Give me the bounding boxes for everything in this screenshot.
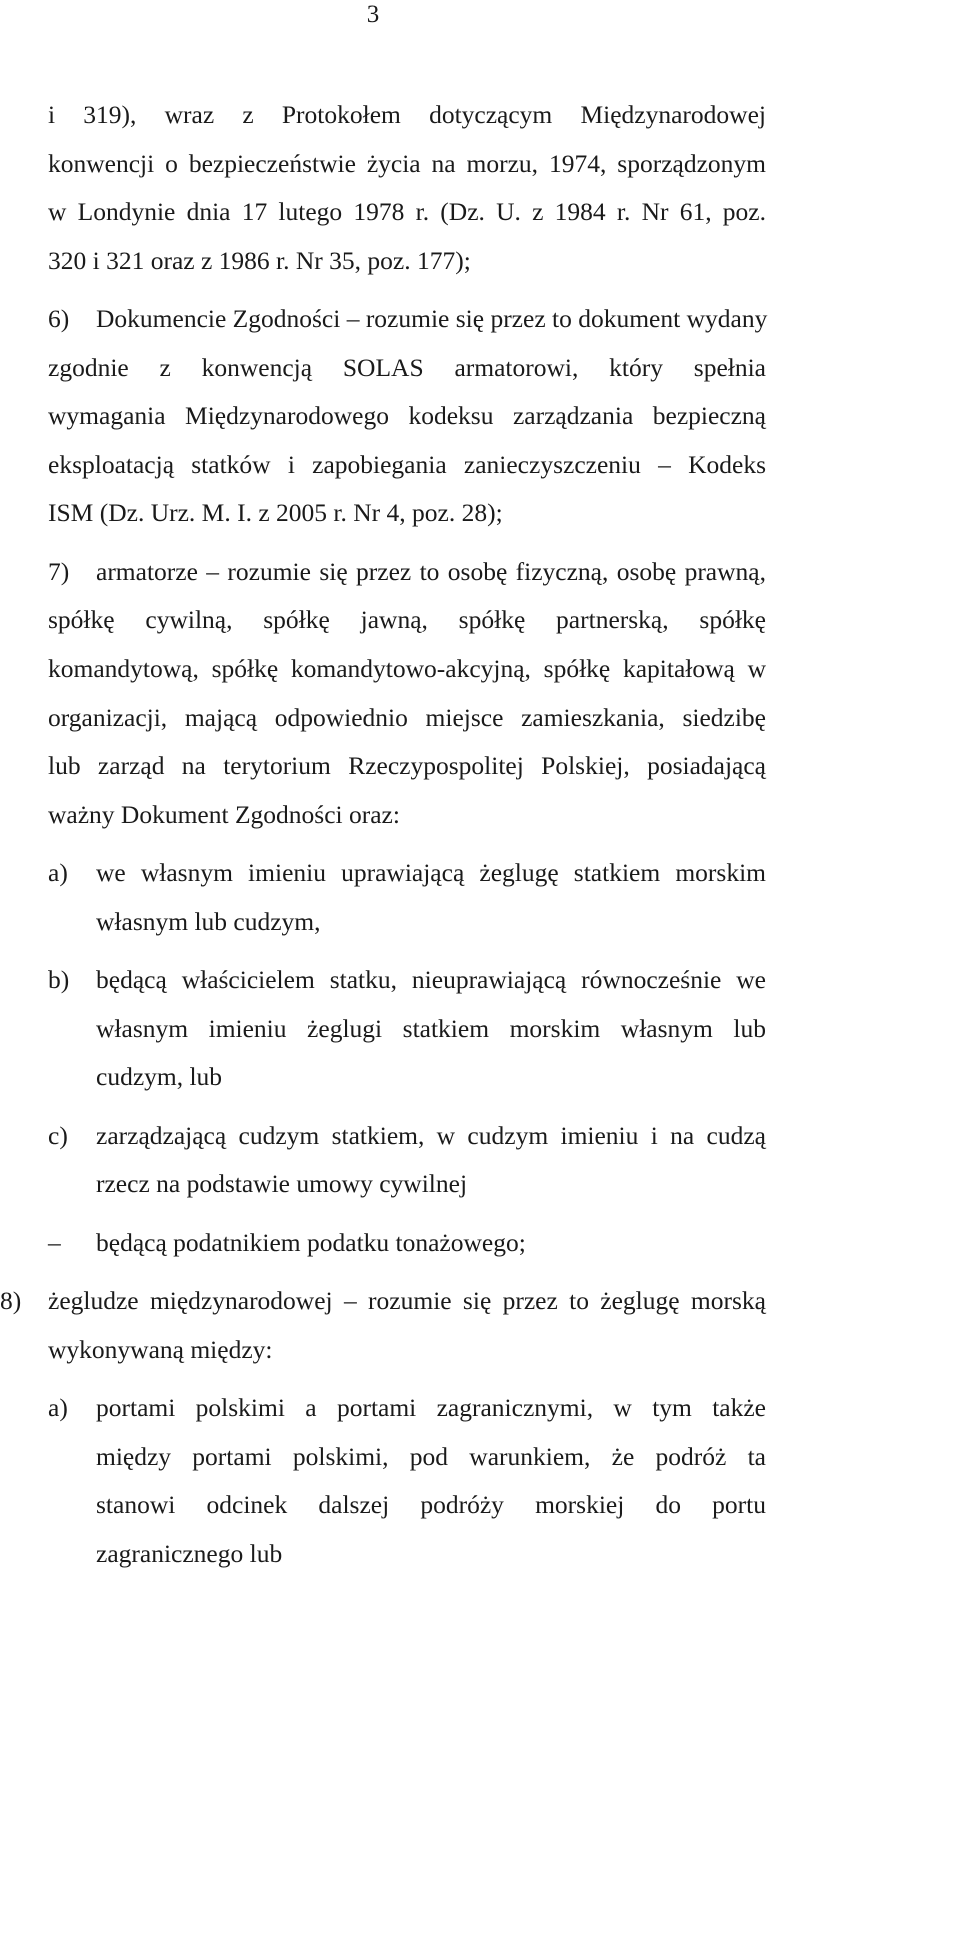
text-line: zagranicznego lub <box>96 1539 283 1568</box>
text-line: własnym lub cudzym, <box>96 907 321 936</box>
text-line: eksploatacją statków i zapobiegania zanieczyszczeniu – Kodeks <box>48 450 766 479</box>
dash-marker: – <box>48 1228 61 1257</box>
dash-clause-line: – będącą podatnikiem podatku tonażowego; <box>48 1228 526 1257</box>
text-line: między portami polskimi, pod warunkiem, że podróż ta <box>96 1442 766 1471</box>
text-line: komandytową, spółkę komandytowo-akcyjną, spółkę kapitałową w <box>48 654 766 683</box>
sub-item-c-line: c) zarządzającą cudzym statkiem, w cudzym imieniu i na cudzą <box>48 1121 766 1150</box>
text-line: własnym imieniu żeglugi statkiem morskim własnym lub <box>96 1014 766 1043</box>
text-line: wykonywaną między: <box>48 1335 273 1364</box>
text-line: spółkę cywilną, spółkę jawną, spółkę partnerską, spółkę <box>48 605 766 634</box>
text-line: i 319), wraz z Protokołem dotyczącym Międzynarodowej <box>48 100 766 129</box>
list-item-8-line: 8) żegludze międzynarodowej – rozumie się przez to żeglugę morską <box>0 1286 766 1315</box>
text-line: 320 i 321 oraz z 1986 r. Nr 35, poz. 177); <box>48 246 471 275</box>
text-line: lub zarząd na terytorium Rzeczypospolitej Polskiej, posiadającą <box>48 751 766 780</box>
text-line: w Londynie dnia 17 lutego 1978 r. (Dz. U. z 1984 r. Nr 61, poz. <box>48 197 766 226</box>
list-marker: c) <box>48 1121 68 1150</box>
list-marker: 8) <box>0 1286 22 1315</box>
text-line: cudzym, lub <box>96 1062 223 1091</box>
text-line: ISM (Dz. Urz. M. I. z 2005 r. Nr 4, poz. 28); <box>48 498 503 527</box>
text-line: zgodnie z konwencją SOLAS armatorowi, który spełnia <box>48 353 766 382</box>
list-marker: 7) <box>48 557 70 586</box>
list-marker: 6) <box>48 304 70 333</box>
list-item-6-line: 6) Dokumencie Zgodności – rozumie się przez to dokument wydany <box>48 304 768 333</box>
sub-item-a-line: a) portami polskimi a portami zagranicznymi, w tym także <box>48 1393 766 1422</box>
list-marker: b) <box>48 965 70 994</box>
sub-item-a-line: a) we własnym imieniu uprawiającą żeglugę statkiem morskim <box>48 858 766 887</box>
text-line: konwencji o bezpieczeństwie życia na morzu, 1974, sporządzonym <box>48 149 766 178</box>
list-marker: a) <box>48 858 68 887</box>
list-marker: a) <box>48 1393 68 1422</box>
text-line: ważny Dokument Zgodności oraz: <box>48 800 400 829</box>
text-line: wymagania Międzynarodowego kodeksu zarządzania bezpieczną <box>48 401 766 430</box>
sub-item-b-line: b) będącą właścicielem statku, nieuprawiającą równocześnie we <box>48 965 766 994</box>
text-line: organizacji, mającą odpowiednio miejsce zamieszkania, siedzibę <box>48 703 766 732</box>
text-line: stanowi odcinek dalszej podróży morskiej do portu <box>96 1490 766 1519</box>
list-item-7-line: 7) armatorze – rozumie się przez to osobę fizyczną, osobę prawną, <box>48 557 766 586</box>
page-number: 3 <box>366 1 380 28</box>
text-line: rzecz na podstawie umowy cywilnej <box>96 1169 468 1198</box>
